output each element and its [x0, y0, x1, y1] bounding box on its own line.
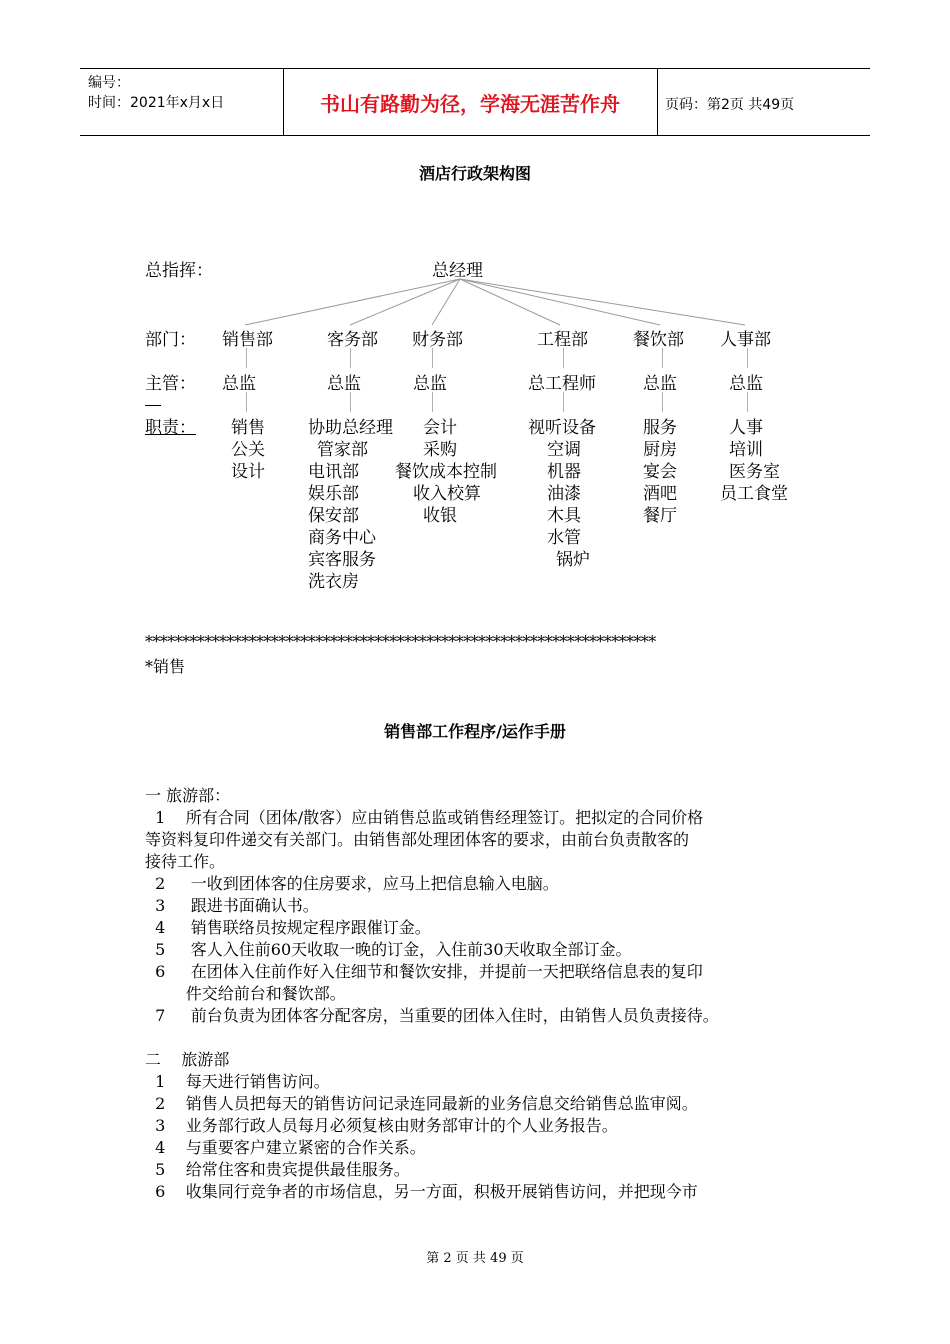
duty-item: 锅炉 — [556, 550, 590, 570]
section1-line: 2 一收到团体客的住房要求，应马上把信息输入电脑。 — [145, 874, 559, 893]
dept-food-beverage: 餐饮部 — [633, 330, 684, 350]
duty-item: 油漆 — [547, 484, 581, 504]
connector-fnb — [460, 279, 660, 325]
duty-item: 木具 — [547, 506, 581, 526]
duty-item: 设计 — [231, 462, 265, 482]
section2-line: 2 销售人员把每天的销售访问记录连同最新的业务信息交给销售总监审阅。 — [145, 1094, 698, 1113]
vline-sales — [246, 348, 247, 368]
section2-line: 6 收集同行竞争者的市场信息，另一方面，积极开展销售访问，并把现今市 — [145, 1182, 698, 1201]
section1-line: 4 销售联络员按规定程序跟催订金。 — [145, 918, 431, 937]
section1-line: 6 在团体入住前作好入住细节和餐饮安排，并提前一天把联络信息表的复印 — [145, 962, 703, 981]
connector-guest — [350, 279, 460, 325]
vline-engineering — [563, 348, 564, 368]
vline-engineering-duty — [563, 392, 564, 412]
section2-line: 5 给常住客和贵宾提供最佳服务。 — [145, 1160, 410, 1179]
head-sales: 总监 — [222, 374, 256, 394]
duty-item: 服务 — [643, 418, 677, 438]
duty-item: 会计 — [423, 418, 457, 438]
dept-guest-services: 客务部 — [327, 330, 378, 350]
duty-item: 娱乐部 — [308, 484, 359, 504]
duty-item: 视听设备 — [528, 418, 596, 438]
general-manager: 总经理 — [432, 261, 483, 281]
vline-fnb-duty — [662, 392, 663, 412]
section2-heading: 二 旅游部 — [145, 1050, 230, 1069]
section1-line: 件交给前台和餐饮部。 — [145, 984, 346, 1003]
duty-item: 收入校算 — [413, 484, 481, 504]
duty-item: 电讯部 — [308, 462, 359, 482]
connector-hr — [460, 279, 745, 325]
page-footer: 第 2 页 共 49 页 — [426, 1251, 524, 1266]
duty-item: 空调 — [547, 440, 581, 460]
separator-stars: ********************************************************************* — [145, 632, 656, 651]
duty-item: 协助总经理 — [308, 418, 393, 438]
section1-line: 3 跟进书面确认书。 — [145, 896, 319, 915]
duty-item: 酒吧 — [643, 484, 677, 504]
connector-finance — [432, 279, 460, 325]
org-chart-connectors — [0, 0, 950, 600]
dept-engineering: 工程部 — [537, 330, 588, 350]
duty-item: 公关 — [231, 440, 265, 460]
dept-finance: 财务部 — [412, 330, 463, 350]
dept-sales: 销售部 — [222, 330, 273, 350]
connector-engineering — [460, 279, 560, 325]
section1-line: 5 客人入住前60天收取一晚的订金，入住前30天收取全部订金。 — [145, 940, 632, 959]
duty-item: 员工食堂 — [720, 484, 788, 504]
section2-line: 3 业务部行政人员每月必须复核由财务部审计的个人业务报告。 — [145, 1116, 618, 1135]
duty-item: 水管 — [547, 528, 581, 548]
section2-line: 4 与重要客户建立紧密的合作关系。 — [145, 1138, 426, 1157]
header-motto: 书山有路勤为径，学海无涯苦作舟 — [320, 92, 620, 116]
section1-line: 接待工作。 — [145, 852, 226, 871]
duty-item: 保安部 — [308, 506, 359, 526]
duty-item: 餐厅 — [643, 506, 677, 526]
duty-item: 宴会 — [643, 462, 677, 482]
manual-title: 销售部工作程序/运作手册 — [384, 722, 566, 741]
head-human-resources: 总监 — [729, 374, 763, 394]
duty-item: 商务中心 — [308, 528, 376, 548]
head-food-beverage: 总监 — [643, 374, 677, 394]
dept-row-label: 部门： — [145, 330, 196, 350]
vline-finance — [432, 348, 433, 368]
head-engineering: 总工程师 — [528, 374, 596, 394]
vline-finance-duty — [432, 392, 433, 412]
page-info: 页码：第2页 共49页 — [665, 97, 795, 113]
duty-item: 餐饮成本控制 — [395, 462, 497, 482]
org-chart-title: 酒店行政架构图 — [418, 164, 531, 183]
section1-line: 等资料复印件递交有关部门。由销售部处理团体客的要求，由前台负责散客的 — [145, 830, 690, 849]
dept-human-resources: 人事部 — [720, 330, 771, 350]
duty-item: 厨房 — [643, 440, 677, 460]
connector-sales — [245, 279, 460, 325]
duty-item: 宾客服务 — [308, 550, 376, 570]
duty-item: 采购 — [423, 440, 457, 460]
vline-hr-duty — [747, 392, 748, 412]
vline-guest-duty — [350, 392, 351, 412]
duty-item: 管家部 — [317, 440, 368, 460]
head-finance: 总监 — [413, 374, 447, 394]
doc-number-label: 编号： — [88, 75, 130, 91]
vline-hr — [747, 348, 748, 368]
supervisor-row-label: 主管： — [145, 374, 196, 394]
duty-marker-rule — [145, 405, 161, 406]
duty-item: 销售 — [231, 418, 265, 438]
separator-tail: *销售 — [145, 657, 186, 676]
duty-item: 收银 — [423, 506, 457, 526]
vline-guest — [350, 348, 351, 368]
section2-line: 1 每天进行销售访问。 — [145, 1072, 330, 1091]
duty-item: 洗衣房 — [308, 572, 359, 592]
doc-time-label: 时间：2021年x月x日 — [88, 95, 225, 111]
head-guest-services: 总监 — [327, 374, 361, 394]
vline-fnb — [662, 348, 663, 368]
duty-row-label: 职责： — [145, 418, 196, 438]
duty-item: 机器 — [547, 462, 581, 482]
section1-heading: 一 旅游部： — [145, 786, 231, 805]
section1-line: 7 前台负责为团体客分配客房，当重要的团体入住时，由销售人员负责接待。 — [145, 1006, 719, 1025]
command-label: 总指挥： — [145, 261, 213, 281]
duty-item: 人事 — [729, 418, 763, 438]
vline-sales-duty — [246, 392, 247, 412]
duty-item: 培训 — [729, 440, 763, 460]
section1-line: 1 所有合同（团体/散客）应由销售总监或销售经理签订。把拟定的合同价格 — [145, 808, 704, 827]
duty-item: 医务室 — [729, 462, 780, 482]
